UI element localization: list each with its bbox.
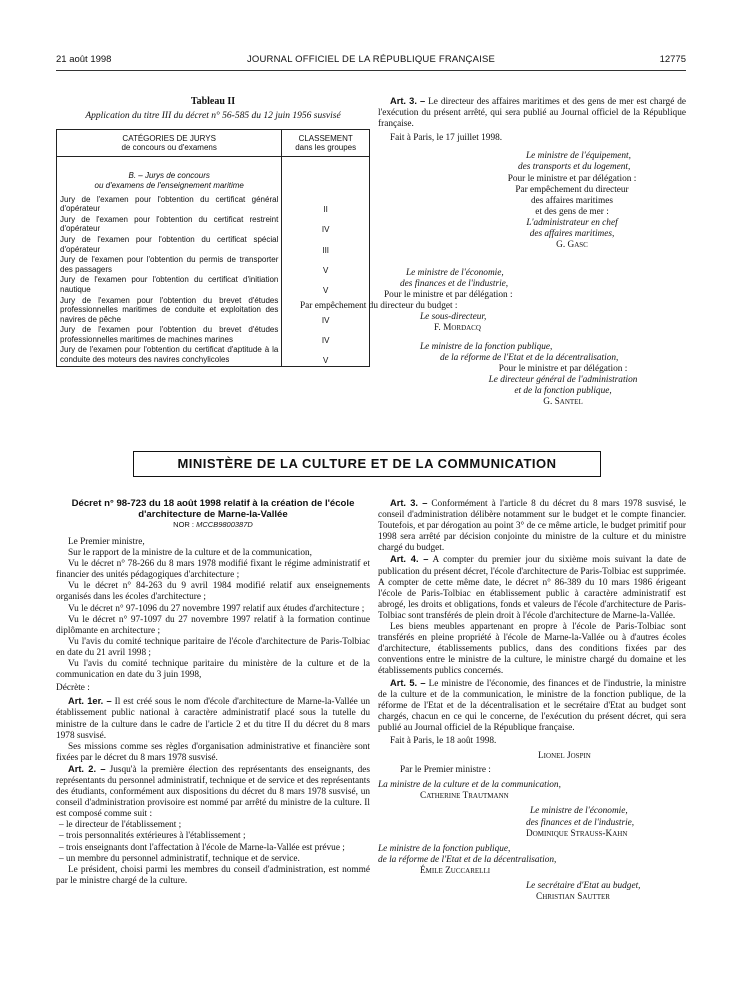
signatory-jospin: Lionel Jospin — [538, 751, 591, 762]
signatory-gasc: G. Gasc — [556, 240, 588, 251]
fait-a-paris-2: Fait à Paris, le 18 août 1998. — [390, 735, 497, 746]
table-row — [57, 345, 370, 366]
table-subtitle: Application du titre III du décret n° 56-585 du 12 juin 1956 susvisé — [85, 111, 341, 121]
list-item: – le directeur de l'établissement ; — [59, 820, 182, 831]
decree-nor: NOR : MCCB9800387D — [173, 520, 253, 529]
decree-article-4: Art. 4. – A compter du premier jour du sixième mois suivant la date de publication du présent décret, l'école d'architecture de Paris-Tolbiac est supprimée. A compter de cette même date, le décret n° 86-389 du 10 mars 1986 érigeant l'école de Paris-Tolbiac en établissement public à caractère administratif est abrogé, les droits et obligations, fonds et valeurs de l'école d'architecture de Paris-Tolbiac sont transférés de plein droit à l'école d'architecture de Marne-la-Vallée. — [378, 554, 686, 621]
signatory-trautmann: Catherine Trautmann — [420, 791, 509, 802]
preamble-line: Sur le rapport de la ministre de la culture et de la communication, — [68, 548, 312, 559]
decree-signatures: Lionel Jospin Par le Premier ministre : La ministre de la culture et de la communication, Catherine Trautmann Le ministre de l'économie, des finances et de l'industrie, Dominique Strauss-Kahn Le ministre de la fonction publique, de la réforme de l'Etat et de la décentralisation, Émile Zuccarelli Le secrétaire d'Etat au budget, Christian Sautter — [378, 751, 686, 903]
decree-article-3: Art. 3. – Conformément à l'article 8 du décret du 8 mars 1978 susvisé, le conseil d'administration délibère notamment sur le budget et le compte financier. Toutefois, et par dérogation au point 3° de ce même article, le budget primitif pour 1998 sera arrêté par décision conjointe du ministre de la culture et du ministre chargé du budget. — [378, 498, 686, 554]
preamble-line: Vu l'avis du comité technique paritaire de l'école d'architecture de Paris-Tolbiac en date du 21 avril 1998 ; — [56, 636, 370, 658]
jury-label: Jury de l'examen pour l'obtention du certificat spécial d'opérateur — [57, 235, 282, 255]
jury-class: V — [282, 255, 370, 275]
jury-class: III — [282, 235, 370, 255]
table-row — [57, 195, 370, 215]
signatory-zuccarelli: Émile Zuccarelli — [420, 865, 491, 876]
decree-left-column — [56, 498, 370, 887]
jury-class: II — [282, 195, 370, 215]
table-row — [57, 215, 370, 235]
header-rule — [56, 70, 686, 71]
jury-class: IV — [282, 215, 370, 235]
header-page-number: 12775 — [659, 54, 686, 65]
header-date: 21 août 1998 — [56, 54, 112, 65]
decree-article-4-para-2: Les biens meubles appartenant en propre à l'école de Paris-Tolbiac sont transférés en pleine propriété à l'école de Marne-la-Vallée ou à d'autres écoles d'architecture, établissements publics, dans des conditions fixées par des conventions entre le ministre de la culture, le ministre chargé du domaine et les établissements publics concernés. — [378, 622, 686, 677]
list-item: – trois enseignants dont l'affectation à l'école de Marne-la-Vallée est prévue ; — [59, 842, 345, 853]
ministry-banner: MINISTÈRE DE LA CULTURE ET DE LA COMMUNICATION — [133, 451, 601, 477]
decree-article-1-para-2: Ses missions comme ses règles d'organisation administrative et financière sont fixées par le décret du 8 mars 1978 susvisé. — [56, 741, 370, 763]
table-header-classement: CLASSEMENT dans les groupes — [282, 130, 370, 157]
table-section-heading: B. – Jurys de concours ou d'examens de l'enseignement maritime — [57, 157, 282, 195]
signature-block-1: Le ministre de l'équipement, des transports et du logement, Pour le ministre et par délégation : Par empêchement du directeur des affaires maritimes et des gens de mer : L'administrateur en chef des affaires maritimes, G. Gasc — [378, 151, 686, 251]
arrete-conclusion — [378, 96, 686, 251]
signatory-mordacq: F. Mordacq — [434, 323, 481, 334]
jury-label: Jury de l'examen pour l'obtention du certificat d'aptitude à la conduite des moteurs des navires conchylicoles — [57, 345, 282, 366]
table-title: Tableau II — [190, 96, 236, 107]
article-2-list — [56, 820, 370, 864]
header-title: JOURNAL OFFICIEL DE LA RÉPUBLIQUE FRANÇAISE — [246, 54, 496, 65]
preamble-line: Vu le décret n° 78-266 du 8 mars 1978 modifié fixant le régime administratif et financier des unités pédagogiques d'architecture ; — [56, 559, 370, 581]
jury-label: Jury de l'examen pour l'obtention du certificat restreint d'opérateur — [57, 215, 282, 235]
decree-article-2: Art. 2. – Jusqu'à la première élection des représentants des enseignants, des représentants du personnel administratif, technique et de service et des représentants des étudiants, conformément aux dispositions du décret du 8 mars 1978 susvisé, un conseil d'administration provisoire est nommé par arrêté du ministre de la culture. Il est composé comme suit : — [56, 763, 370, 820]
jury-class: V — [282, 345, 370, 366]
signatory-santel: G. Santel — [543, 397, 583, 408]
decree-title: Décret n° 98-723 du 18 août 1998 relatif à la création de l'école d'architecture de Marne-la-Vallée — [71, 498, 355, 520]
fait-a-paris-1: Fait à Paris, le 17 juillet 1998. — [390, 133, 503, 144]
page-header — [56, 54, 686, 70]
jury-label: Jury de l'examen pour l'obtention du brevet d'études professionnelles maritimes de machines marines — [57, 325, 282, 345]
list-item: – trois personnalités extérieures à l'établissement ; — [59, 831, 246, 842]
decrete: Décrète : — [56, 683, 90, 694]
preamble-line: Vu l'avis du comité technique paritaire du ministère de la culture et de la communication en date du 3 juin 1998, — [56, 659, 370, 681]
article-3-arrete: Art. 3. – Le directeur des affaires maritimes et des gens de mer est chargé de l'exécution du présent arrêté, qui sera publié au Journal officiel de la République française. — [378, 96, 686, 130]
decree-right-column — [378, 498, 686, 903]
signature-block-3: Le ministre de la fonction publique, de la réforme de l'Etat et de la décentralisation, Pour le ministre et par délégation : Le directeur général de l'administration et de la fonction publique, G. Santel — [420, 342, 686, 409]
preamble-line: Le Premier ministre, — [68, 537, 145, 547]
jury-class: IV — [282, 296, 370, 326]
signatory-strauss-kahn: Dominique Strauss-Kahn — [526, 828, 628, 839]
jury-label: Jury de l'examen pour l'obtention du brevet d'études professionnelles maritimes de conduite et exploitation des navires de pêche — [57, 296, 282, 326]
preamble-line: Vu le décret n° 97-1096 du 27 novembre 1997 relatif aux études d'architecture ; — [68, 603, 365, 614]
decree-article-2-last: Le président, choisi parmi les membres du conseil d'administration, est nommé par le ministre chargé de la culture. — [56, 864, 370, 886]
preamble-line: Vu le décret n° 84-263 du 9 avril 1984 modifié relatif aux enseignements organisés dans les écoles d'architecture ; — [56, 581, 370, 603]
jury-class: IV — [282, 325, 370, 345]
decree-article-5: Art. 5. – Le ministre de l'économie, des finances et de l'industrie, la ministre de la culture et de la communication, le ministre de la fonction publique, de la réforme de l'Etat et de la décentralisation et le secrétaire d'Etat au budget sont chargés, chacun en ce qui le concerne, de l'exécution du présent décret, qui sera publié au Journal officiel de la République française. — [378, 677, 686, 733]
jury-label: Jury de l'examen pour l'obtention du certificat d'initiation nautique — [57, 275, 282, 295]
table-row — [57, 235, 370, 255]
jury-label: Jury de l'examen pour l'obtention du permis de transporter des passagers — [57, 255, 282, 275]
decree-preamble — [56, 537, 370, 681]
table-header-categories: CATÉGORIES DE JURYS de concours ou d'examens — [57, 130, 282, 157]
signature-block-2: Le ministre de l'économie, des finances et de l'industrie, Pour le ministre et par délégation : Par empêchement du directeur du budget : Le sous-directeur, F. Mordacq — [300, 268, 686, 335]
jury-label: Jury de l'examen pour l'obtention du certificat général d'opérateur — [57, 195, 282, 215]
signatory-sautter: Christian Sautter — [536, 892, 610, 903]
preamble-line: Vu le décret n° 97-1097 du 27 novembre 1997 relatif à la formation continue diplômante en architecture ; — [56, 614, 370, 636]
decree-article-1: Art. 1er. – Il est créé sous le nom d'école d'architecture de Marne-la-Vallée un établissement public national à caractère administratif placé sous la tutelle du ministre de la culture dans le cadre de l'article 2 et du titre II du décret du 8 mars 1978 susvisé. — [56, 696, 370, 741]
list-item: – un membre du personnel administratif, technique et de service. — [59, 853, 300, 864]
jury-class: V — [282, 275, 370, 295]
